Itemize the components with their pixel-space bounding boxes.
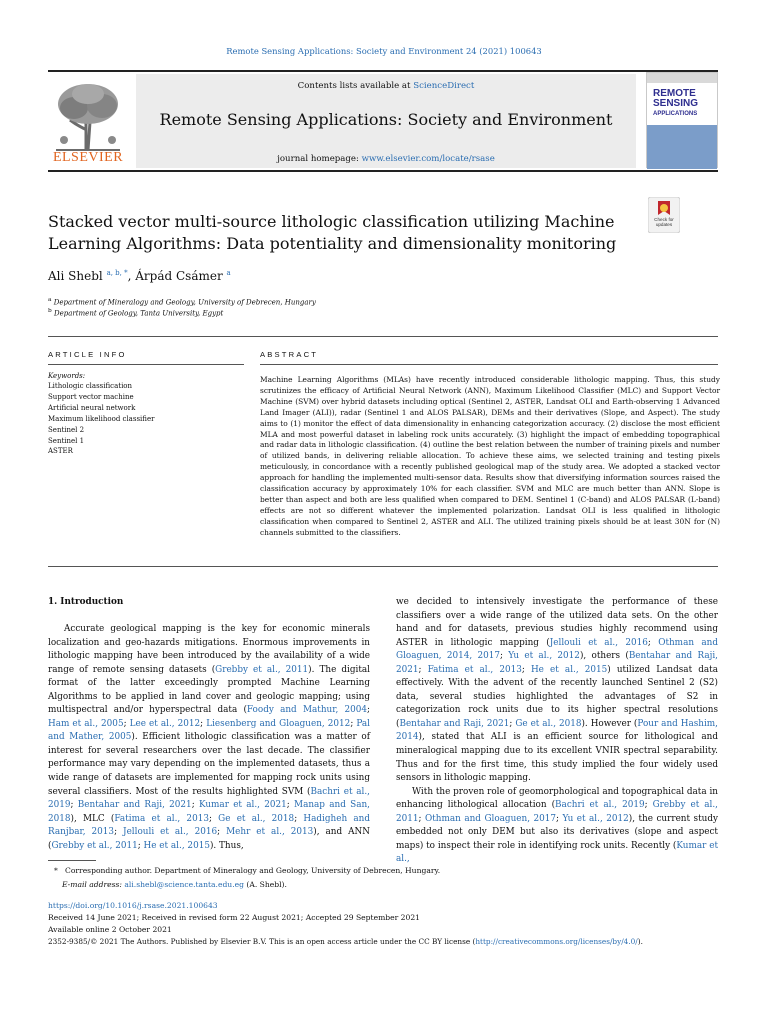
article-info-heading: ARTICLE INFO: [48, 350, 127, 359]
author-name[interactable]: Ali Shebl: [48, 269, 103, 283]
citation-link[interactable]: Bachri et al., 2019: [555, 800, 645, 811]
crossmark-label: Check for updates: [654, 217, 674, 227]
citation-link[interactable]: Ham et al., 2005: [48, 718, 124, 729]
license-text: 2352-9385/© 2021 The Authors. Published by Elsevier B.V. This is an open access article under the CC BY license (: [48, 937, 476, 946]
homepage-link[interactable]: www.elsevier.com/locate/rsase: [361, 154, 495, 164]
author-list: [48, 269, 231, 283]
citation-link[interactable]: Grebby et al., 2011: [51, 840, 138, 851]
journal-title: Remote Sensing Applications: Society and Environment: [159, 110, 613, 129]
citation-link[interactable]: Liesenberg and Gloaguen, 2012: [206, 718, 351, 729]
abstract-heading: ABSTRACT: [260, 350, 319, 359]
keyword-item: Maximum likelihood classifier: [48, 414, 155, 423]
citation-link[interactable]: Bentahar and Raji, 2021: [396, 651, 718, 675]
footnote-rule: [48, 860, 96, 861]
citation-link[interactable]: Grebby et al., 2011: [396, 800, 718, 824]
cover-image-band: [647, 125, 717, 169]
author-affiliation-marker[interactable]: a, b, *: [106, 269, 128, 277]
article-title-line: Stacked vector multi-source lithologic classification utilizing Machine: [48, 212, 615, 231]
citation-link[interactable]: Ge et al., 2018: [515, 718, 582, 729]
keywords-label: Keywords:: [48, 372, 86, 380]
corresponding-text: Corresponding author. Department of Mineralogy and Geology, University of Debrecen, Hungary.: [65, 866, 441, 875]
keyword-item: Sentinel 1: [48, 436, 85, 445]
elsevier-logo-text: ELSEVIER: [52, 150, 124, 165]
journal-banner: [136, 74, 636, 168]
footnote-marker: *: [54, 866, 58, 875]
article-info-rule: [48, 364, 244, 365]
citation-link[interactable]: He et al., 2015: [143, 840, 210, 851]
citation-link[interactable]: Fatima et al., 2013: [114, 813, 209, 824]
keyword-item: Support vector machine: [48, 392, 134, 401]
received-dates: Received 14 June 2021; Received in revised form 22 August 2021; Accepted 29 September 2021: [48, 913, 421, 922]
abstract-text: Machine Learning Algorithms (MLAs) have recently introduced considerable lithologic mapping. Thus, this study scrutinizes the efficacy of Artificial Neural Network (ANN), Maximum Likelihood Classifier (MLC) and Support Vector Machine (SVM) over hybrid datasets including optical (Sentinel 2, ASTER, Landsat OLI and Earth-observing 1 Advanced Land Imager (ALI)), radar (Sentinel 1 and ALOS PALSAR), DEMs and their derivatives (Slope, and Aspect). The study aims to (1) monitor the effect of data dimensionality in enhancing categorization accuracy. (2) disclose the most efficient MLA and most powerful dataset in labeling rock units accurately. (3) highlight the impact of embedding topographical and radar data in lithologic classification. (4) outline the best relation between the number of training pixels and number of utilized bands, in delivering reliable allocation. To achieve these aims, we selected training and testing pixels meticulously, in concordance with a recently published geological map of the study area. We adopted a stacked vector approach for handling the implemented multi-sensor data. Results show that diversifying information sources raised the classification accuracy by approximately 10% for each classifier. SVM and MLC are much better than ANN. Slope is better than aspect and both are less qualified when compared to DEM. Sentinel 1 (C-band) and ALOS PALSAR (L-band) effects are not so different whatever the implemented polarization. Landsat OLI is less qualified in lithologic classification when compared to Sentinel 2, ASTER and ALI. The utilized training pixels should be at least 30N for (N) channels submitted to the classifiers.: [260, 375, 720, 537]
journal-homepage-line: [136, 154, 636, 164]
journal-citation: Remote Sensing Applications: Society and Environment 24 (2021) 100643: [226, 46, 542, 56]
citation-link[interactable]: Ge et al., 2018: [218, 813, 295, 824]
author-separator: ,: [127, 269, 136, 283]
keyword-item: Artificial neural network: [48, 403, 136, 412]
doi-link[interactable]: https://doi.org/10.1016/j.rsase.2021.100643: [48, 901, 218, 910]
license-line: [48, 937, 643, 946]
citation-link[interactable]: Bentahar and Raji, 2021: [77, 800, 192, 811]
corresponding-author-note: [54, 866, 440, 875]
sciencedirect-link[interactable]: ScienceDirect: [413, 81, 475, 91]
citation-link[interactable]: Pour and Hashim, 2014: [396, 718, 718, 743]
keyword-item: Sentinel 2: [48, 425, 85, 434]
divider-rule: [48, 566, 718, 567]
article-title: [48, 211, 638, 255]
citation-link[interactable]: Bachri et al., 2019: [48, 786, 370, 811]
affiliation-a: [48, 297, 316, 306]
contents-line: [136, 81, 636, 91]
cover-top-bar: [647, 73, 717, 83]
abstract-rule: [260, 364, 718, 365]
masthead-top-rule: [48, 70, 718, 72]
affiliation-text: Department of Geology, Tanta University, Egypt: [53, 309, 224, 318]
license-suffix: ).: [637, 937, 643, 946]
body-paragraph: we decided to intensively investigate the performance of these classifiers over a wide range of the utilized data sets. On the other hand and for datasets, previous studies highly recommend using ASTER in lithologic mapping (Jellouli et al., 2016; Othman and Gloaguen, 2014, 2017; Yu et al., 2012), others (Bentahar and Raji, 2021; Fatima et al., 2013; He et al., 2015) utilized Landsat data effectively. With the advent of the recently launched Sentinel 2 (S2) data, several studies highlighted the advantages of S2 in categorization rock units due to its higher spectral resolutions (Bentahar and Raji, 2021; Ge et al., 2018). However (Pour and Hashim, 2014), stated that ALI is an efficient source for lithological and mineralogical mapping due to its excellent VNIR spectral separability. Thus and for the first time, this study implied the four widely used sensors in lithologic mapping.: [396, 597, 718, 784]
citation-link[interactable]: Pal and Mather, 2005: [48, 718, 371, 743]
citation-link[interactable]: Jellouli et al., 2016: [549, 637, 648, 648]
citation-link[interactable]: Grebby et al., 2011: [215, 664, 309, 675]
body-paragraph: Accurate geological mapping is the key for economic minerals localization and geo-hazards mitigations. Enormous improvements in lithologic mapping have been introduced by the availability of a wide range of remote sensing datasets (Grebby et al., 2011). The digital format of the latter exceedingly prompted Machine Learning Algorithms to be applied in land cover and geologic mapping; using multispectral and/or hyperspectral data (Foody and Mathur, 2004; Ham et al., 2005; Lee et al., 2012; Liesenberg and Gloaguen, 2012; Pal and Mather, 2005). Efficient lithologic classification was a matter of interest for several researchers over the last decade. The classifier performance may vary depending on the implemented datasets, thus a wide range of datasets are implemented for mapping rock units using several classifiers. Most of the results highlighted SVM (Bachri et al., 2019; Bentahar and Raji, 2021; Kumar et al., 2021; Manap and San, 2018), MLC (Fatima et al., 2013; Ge et al., 2018; Hadigheh and Ranjbar, 2013; Jellouli et al., 2016; Mehr et al., 2013), and ANN (Grebby et al., 2011; He et al., 2015). Thus,: [48, 624, 371, 851]
keywords-block: [48, 372, 243, 457]
author-name[interactable]: Árpád Csámer: [135, 269, 223, 283]
cover-title-line: REMOTE: [653, 88, 696, 99]
keyword-item: Lithologic classification: [48, 382, 133, 390]
citation-link[interactable]: Manap and San, 2018: [48, 800, 370, 824]
article-title-line: Learning Algorithms: Data potentiality and dimensionality monitoring: [48, 234, 617, 253]
citation-link[interactable]: Mehr et al., 2013: [226, 827, 314, 838]
affiliation-text: Department of Mineralogy and Geology, University of Debrecen, Hungary: [53, 298, 316, 307]
masthead-bottom-rule: [48, 170, 718, 172]
body-paragraph: With the proven role of geomorphological and topographical data in enhancing lithological allocation (Bachri et al., 2019; Grebby et al., 2011; Othman and Gloaguen, 2017; Yu et al., 2012), the current study embedded not only DEM but also its derivatives (slope and aspect maps) to inspect their role in identifying rock units. Recently (Kumar et al.,: [396, 786, 718, 865]
author-affiliation-marker[interactable]: a: [226, 269, 231, 277]
citation-link[interactable]: Jellouli et al., 2016: [123, 827, 218, 838]
section-heading-introduction: 1. Introduction: [48, 597, 124, 607]
email-link[interactable]: ali.shebl@science.tanta.edu.eg: [124, 880, 244, 889]
cover-title-line: SENSING: [653, 98, 699, 109]
affiliation-b: [48, 308, 223, 317]
citation-link[interactable]: Othman and Gloaguen, 2014, 2017: [396, 637, 718, 662]
citation-link[interactable]: Hadigheh and Ranjbar, 2013: [48, 813, 371, 838]
citation-link[interactable]: Kumar et al., 2021: [198, 800, 287, 811]
license-link[interactable]: http://creativecommons.org/licenses/by/4.0/: [475, 937, 638, 946]
citation-link[interactable]: Kumar et al.,: [396, 840, 718, 865]
citation-link[interactable]: Lee et al., 2012: [129, 718, 201, 729]
cover-title: [653, 89, 698, 119]
cover-title-line: APPLICATIONS: [653, 111, 698, 117]
check-for-updates-badge[interactable]: [648, 197, 680, 233]
citation-link[interactable]: He et al., 2015: [530, 664, 608, 675]
citation-link[interactable]: Yu et al., 2012: [508, 651, 580, 662]
divider-rule: [48, 336, 718, 337]
available-online-date: Available online 2 October 2021: [48, 925, 172, 934]
journal-cover-thumbnail: [646, 72, 718, 168]
citation-link[interactable]: Fatima et al., 2013: [427, 664, 522, 675]
crossmark-icon: [648, 197, 680, 233]
affiliation-marker: a: [48, 297, 52, 303]
citation-link[interactable]: Othman and Gloaguen, 2017: [424, 813, 557, 824]
body-column-left: [48, 623, 370, 853]
email-suffix: (A. Shebl).: [243, 880, 287, 889]
citation-link[interactable]: Bentahar and Raji, 2021: [399, 718, 510, 729]
keyword-item: ASTER: [48, 447, 73, 456]
body-column-right: [396, 596, 718, 867]
homepage-prefix: journal homepage:: [277, 154, 362, 164]
email-label: E-mail address:: [62, 880, 122, 889]
email-line: [62, 880, 287, 889]
citation-link[interactable]: Foody and Mathur, 2004: [246, 705, 368, 716]
contents-prefix: Contents lists available at: [297, 81, 414, 91]
citation-link[interactable]: Yu et al., 2012: [562, 813, 629, 824]
affiliation-marker: b: [48, 308, 52, 314]
masthead: [48, 70, 718, 170]
